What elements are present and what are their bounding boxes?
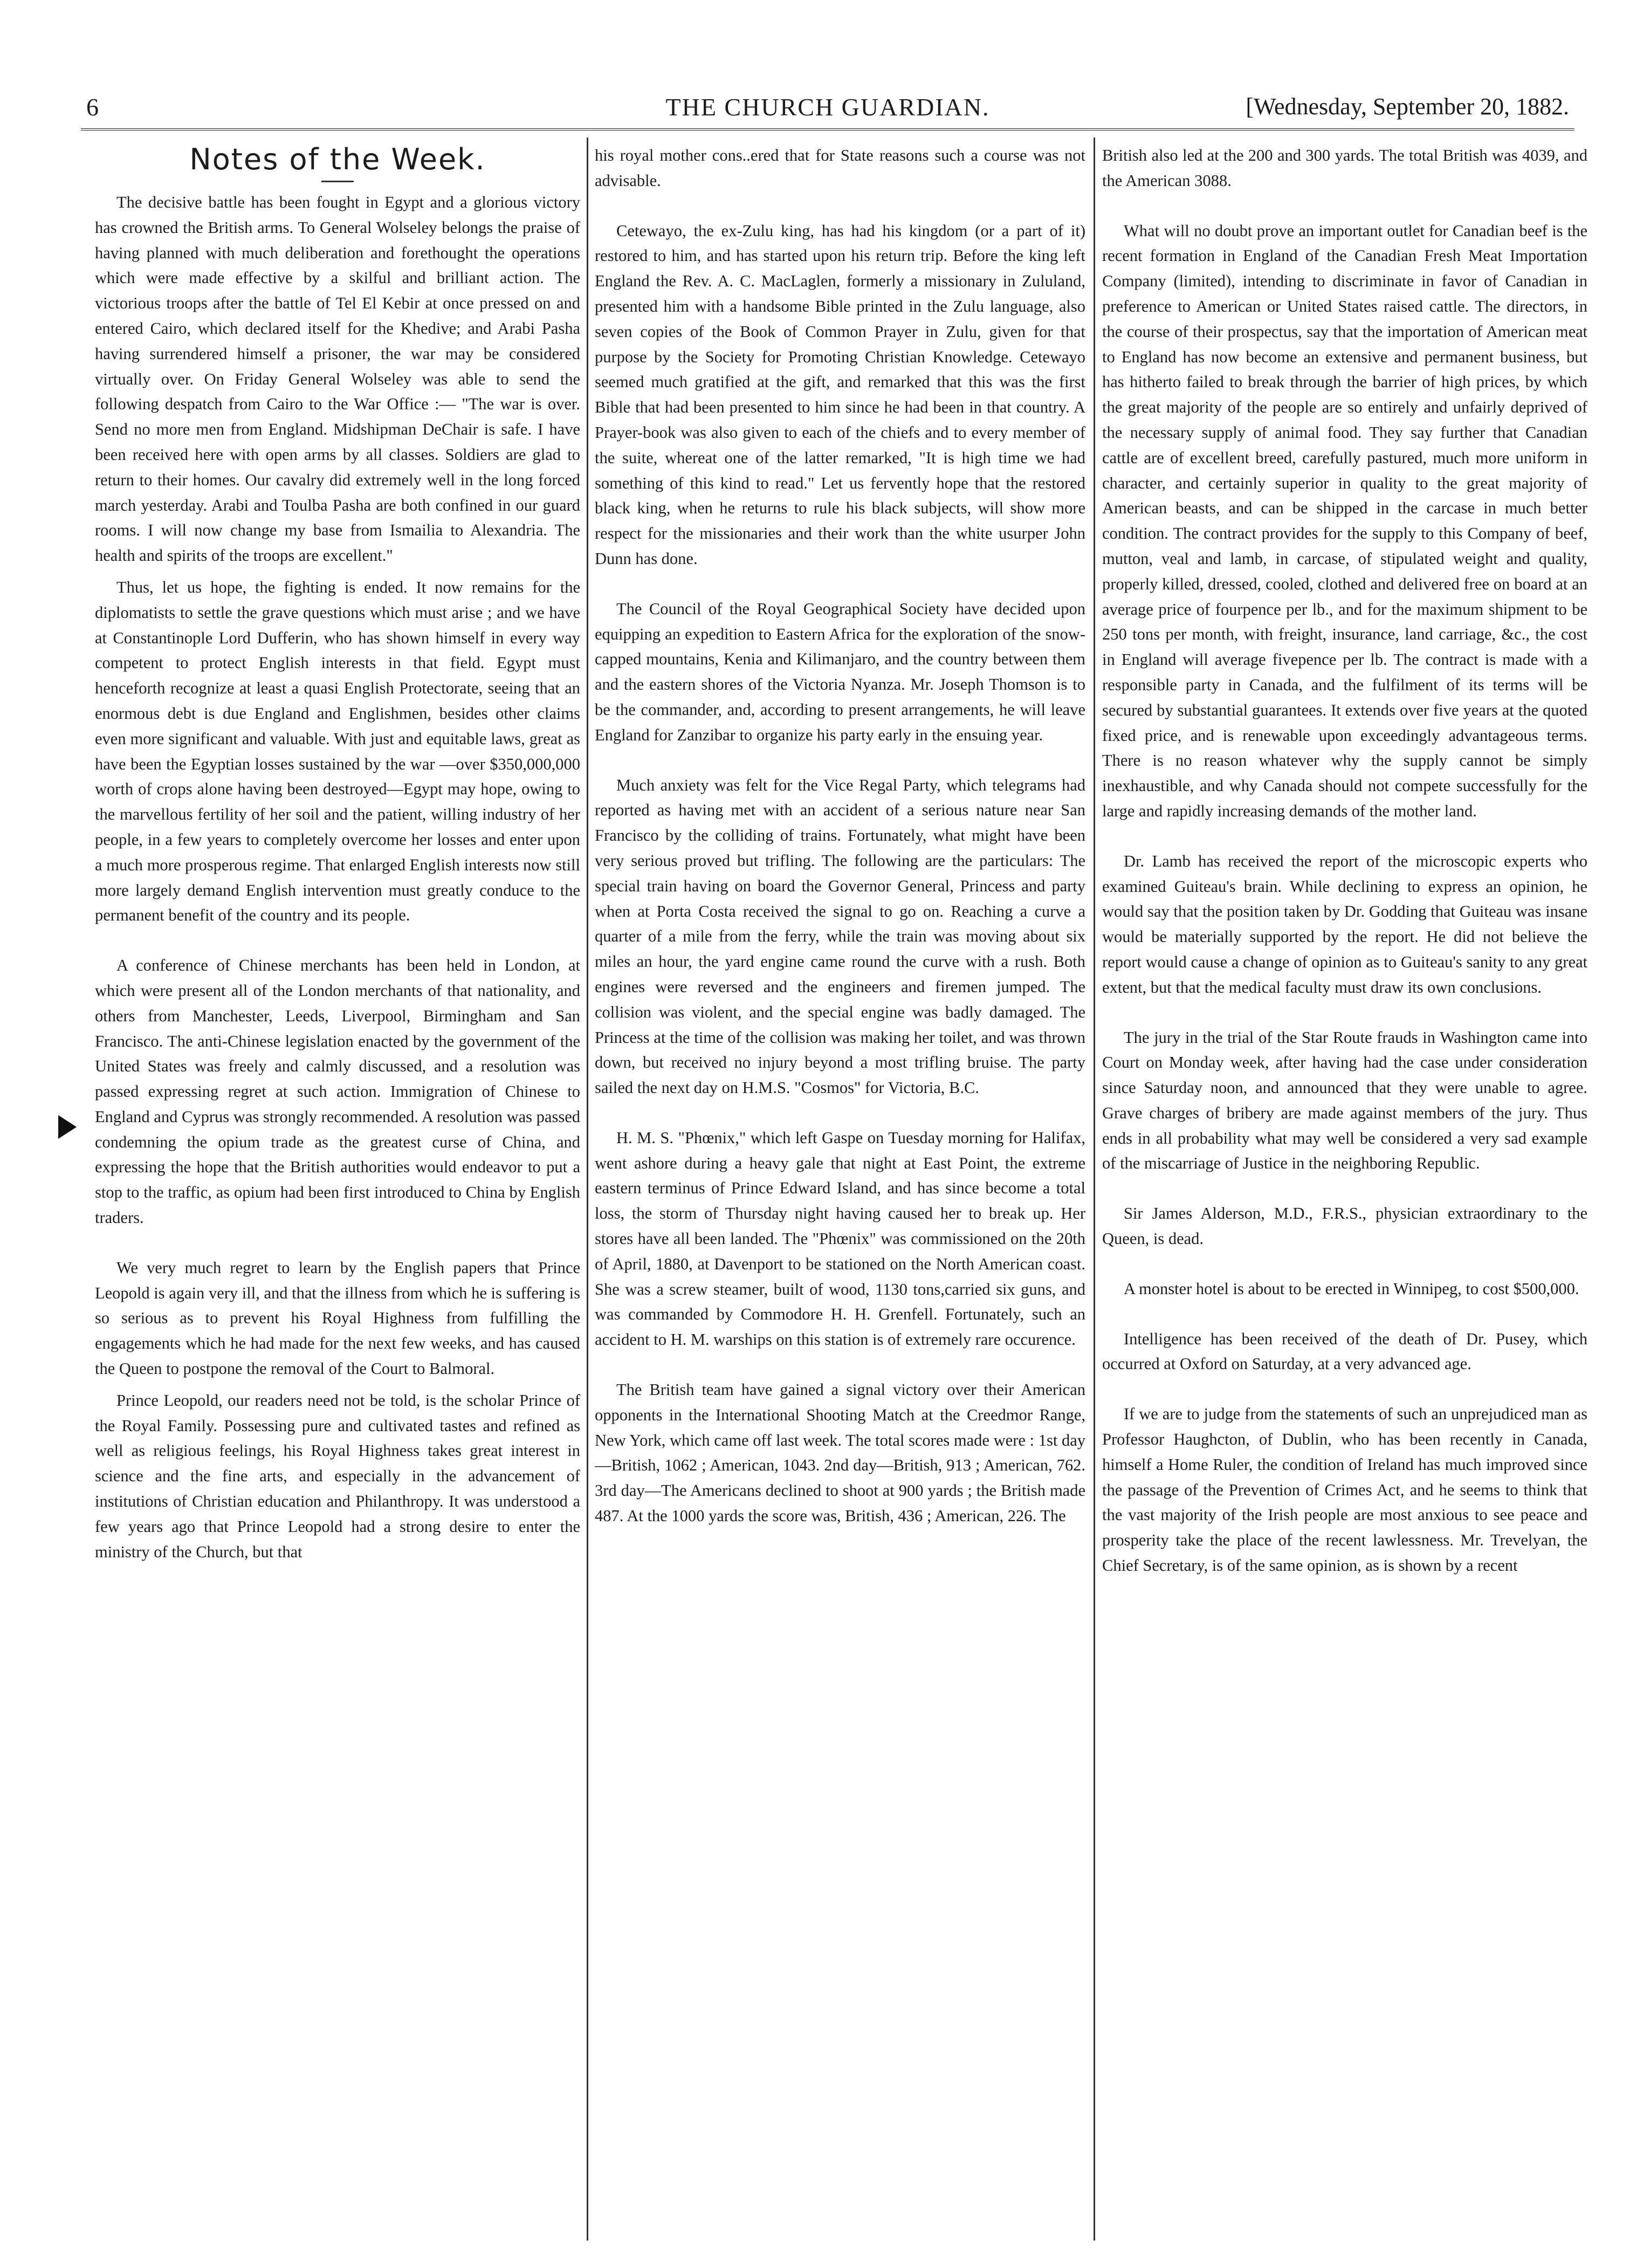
column-right <box>1102 143 1587 2235</box>
section-heading: Notes of the Week. <box>189 143 486 176</box>
article-continuation: his royal mother cons..ered that for State reasons such a course was not advisable. <box>595 146 1085 190</box>
article-star-route-trial: The jury in the trial of the Star Route frauds in Washington came into Court on Monday week, after having had the case under consideration since Saturday noon, and announced that they were unable to agree. Grave charges of bribery are made against members of the jury. Thus ends in all probability what may well be considered a very sad example of the miscarriage of Justice in the neighboring Republic. <box>1102 1028 1587 1173</box>
article-continuation: British also led at the 200 and 300 yards. The total British was 4039, and the American 3088. <box>1102 146 1587 190</box>
column-middle <box>595 143 1085 2235</box>
article-egypt-victory: The decisive battle has been fought in Egypt and a glorious victory has crowned the British arms. To General Wolseley belongs the praise of having planned with much deliberation and forethought the operations which were made effective by a skilful and brilliant action. The victorious troops after the battle of Tel El Kebir at once pressed on and entered Cairo, which declared itself for the Khedive; and Arabi Pasha having surrendered himself a prisoner, the war may be considered virtually over. On Friday General Wolseley was able to send the following despatch from Cairo to the War Office :— "The war is over. Send no more men from England. Midshipman DeChair is safe. I have been received here with open arms by all classes. Soldiers are glad to return to their homes. Our cavalry did extremely well in the long forced march yesterday. Arabi and Toulba Pasha are both confined in our guard rooms. I will now change my base from Ismailia to Alexandria. The health and spirits of the troops are excellent." <box>95 193 580 565</box>
article-prince-leopold-illness: We very much regret to learn by the English papers that Prince Leopold is again very ill, and that the illness from which he is suffering is so serious as to prevent his Royal Highness from fulfilling the engagements which he had made for the next few weeks, and has caused the Queen to postpone the removal of the Court to Balmoral. <box>95 1258 580 1378</box>
article-cetewayo: Cetewayo, the ex-Zulu king, has had his kingdom (or a part of it) restored to him, and has started upon his return trip. Before the king left England the Rev. A. C. MacLaglen, formerly a missionary in Zululand, presented him with a handsome Bible printed in the Zulu language, also seven copies of the Book of Common Prayer in Zulu, given for that purpose by the Society for Promoting Christian Knowledge. Cetewayo seemed much gratified at the gift, and remarked that this was the first Bible that had been presented to him since he had been in that country. A Prayer-book was also given to each of the chiefs and to every member of the suite, whereat one of the latter remarked, "It is high time we had something of this kind to read." Let us fervently hope that the restored black king, when he returns to rule his black subjects, will show more respect for the missionaries and their work than the white usurper John Dunn has done. <box>595 221 1085 568</box>
article-guiteau-brain: Dr. Lamb has received the report of the microscopic experts who examined Guiteau's brain. While declining to express an opinion, he would say that the position taken by Dr. Godding that Guiteau was insane would be materially supported by the report. He did not believe the report would cause a change of opinion as to Guiteau's sanity to any great extent, but that the medical faculty must draw its own conclusions. <box>1102 851 1587 996</box>
article-chinese-merchants: A conference of Chinese merchants has been held in London, at which were present all of the London merchants of that nationality, and others from Manchester, Leeds, Liverpool, Birmingham and San Francisco. The anti-Chinese legislation enacted by the government of the United States was freely and calmly discussed, and a resolution was passed expressing regret at such action. Immigration of Chinese to England and Cyprus was strongly recommended. A resolution was passed condemning the opium trade as the greatest curse of China, and expressing the hope that the British authorities would endeavor to put a stop to the traffic, as opium had been first introduced to China by English traders. <box>95 956 580 1227</box>
column-divider <box>1094 138 1095 2240</box>
article-canadian-beef: What will no doubt prove an important outlet for Canadian beef is the recent formation in England of the Canadian Fresh Meat Importation Company (limited), intending to discriminate in favor of Canadian in preference to American or United States raised cattle. The directors, in the course of their prospectus, say that the importation of American meat to England has now become an extensive and permanent business, but has hitherto failed to break through the barrier of high prices, by which the great majority of the people are so entirely and unfairly deprived of the necessary supply of animal food. They say further that Canadian cattle are of excellent breed, carefully pastured, much more uniform in character, and certainly superior in quality to the great majority of American beasts, and can be shipped in the carcase in much better condition. The contract provides for the supply to this Company of beef, mutton, veal and lamb, in carcase, of stipulated weight and quality, properly killed, dressed, cooled, clothed and delivered free on board at an average price of fourpence per lb., and for the maximum shipment to be 250 tons per month, with freight, insurance, land carriage, &c., the cost in England will average fivepence per lb. The contract is made with a responsible party in Canada, and the fulfilment of its terms will be secured by substantial guarantees. It extends over five years at the quoted fixed price, and is renewable upon exceedingly advantageous terms. There is no reason whatever why the supply cannot be simply inexhaustible, and why Canada should not compete successfully for the large and rapidly increasing demands of the mother land. <box>1102 221 1587 820</box>
article-pusey-death: Intelligence has been received of the death of Dr. Pusey, which occurred at Oxford on Saturday, at a very advanced age. <box>1102 1329 1587 1373</box>
column-left <box>95 143 580 2235</box>
page-number: 6 <box>86 93 99 121</box>
masthead <box>81 91 1575 130</box>
heading-rule <box>321 181 354 182</box>
newspaper-title: THE CHURCH GUARDIAN. <box>665 93 990 121</box>
article-alderson-death: Sir James Alderson, M.D., F.R.S., physician extraordinary to the Queen, is dead. <box>1102 1204 1587 1248</box>
article-prince-leopold-scholar: Prince Leopold, our readers need not be told, is the scholar Prince of the Royal Family. Possessing pure and cultivated tastes and refined as well as religious feelings, his Royal Highness takes great interest in science and the fine arts, and especially in the advancement of institutions of Christian education and Philanthropy. It was understood a few years ago that Prince Leopold had a strong desire to enter the ministry of the Church, but that <box>95 1391 580 1561</box>
article-hms-phoenix: H. M. S. "Phœnix," which left Gaspe on Tuesday morning for Halifax, went ashore during a heavy gale that night at East Point, the extreme eastern terminus of Prince Edward Island, and has since become a total loss, the storm of Thursday night having caused her to break up. Her stores have all been landed. The "Phœnix" was commissioned on the 20th of April, 1880, at Davenport to be stationed on the North American coast. She was a screw steamer, built of wood, 1130 tons,carried six guns, and was commanded by Commodore H. H. Grenfell. Fortunately, such an accident to H. M. warships on this station is of extremely rare occurence. <box>595 1128 1085 1349</box>
article-vice-regal-party: Much anxiety was felt for the Vice Regal Party, which telegrams had reported as having met with an accident of a serious nature near San Francisco by the colliding of trains. Fortunately, what might have been very serious proved but trifling. The following are the particulars: The special train having on board the Governor General, Princess and party when at Porta Costa received the signal to go on. Reaching a curve a quarter of a mile from the ferry, while the train was moving about six miles an hour, the yard engine came round the curve with a rush. Both engines were reversed and the engineers and firemen jumped. The collision was violent, and the special engine was badly damaged. The Princess at the time of the collision was making her toilet, and was thrown down, but received no injury beyond a most trifling bruise. The party sailed the next day on H.M.S. "Cosmos" for Victoria, B.C. <box>595 775 1085 1097</box>
article-shooting-match: The British team have gained a signal victory over their American opponents in the International Shooting Match at the Creedmor Range, New York, which came off last week. The total scores made were : 1st day—British, 1062 ; American, 1043. 2nd day—British, 913 ; American, 762. 3rd day—The Americans declined to shoot at 900 yards ; the British made 487. At the 1000 yards the score was, British, 436 ; American, 226. The <box>595 1380 1085 1525</box>
article-winnipeg-hotel: A monster hotel is about to be erected in Winnipeg, to cost $500,000. <box>1124 1279 1579 1298</box>
column-divider <box>587 138 588 2240</box>
article-geographical-society: The Council of the Royal Geographical Society have decided upon equipping an expedition to Eastern Africa for the exploration of the snow-capped mountains, Kenia and Kilimanjaro, and the country between them and the eastern shores of the Victoria Nyanza. Mr. Joseph Thomson is to be the commander, and, according to present arrangements, he will leave England for Zanzibar to organize his party early in the ensuing year. <box>595 599 1085 744</box>
pointing-hand-icon <box>58 1115 77 1139</box>
article-egypt-diplomacy: Thus, let us hope, the fighting is ended. It now remains for the diplomatists to settle the grave questions which must arise ; and we have at Constantinople Lord Dufferin, who has shown himself in every way competent to protect English interests in that field. Egypt must henceforth recognize at least a quasi English Protectorate, seeing that an enormous debt is due England and Englishmen, besides other claims even more significant and valuable. With just and equitable laws, great as have been the Egyptian losses sustained by the war —over $350,000,000 worth of crops alone having been destroyed—Egypt may hope, owing to the marvellous fertility of her soil and the patient, willing industry of her people, in a few years to completely overcome her losses and enter upon a much more prosperous regime. That enlarged English interests now still more largely demand English intervention must greatly conduce to the permanent benefit of the country and its people. <box>95 578 580 925</box>
issue-date: [Wednesday, September 20, 1882. <box>1246 93 1569 120</box>
article-ireland-condition: If we are to judge from the statements of such an unprejudiced man as Professor Haughcton, of Dublin, who has been recently in Canada, himself a Home Ruler, the condition of Ireland has much improved since the passage of the Prevention of Crimes Act, and he seems to think that the vast majority of the Irish people are most anxious to see peace and prosperity take the place of the recent lawlessness. Mr. Trevelyan, the Chief Secretary, is of the same opinion, as is shown by a recent <box>1102 1405 1587 1575</box>
